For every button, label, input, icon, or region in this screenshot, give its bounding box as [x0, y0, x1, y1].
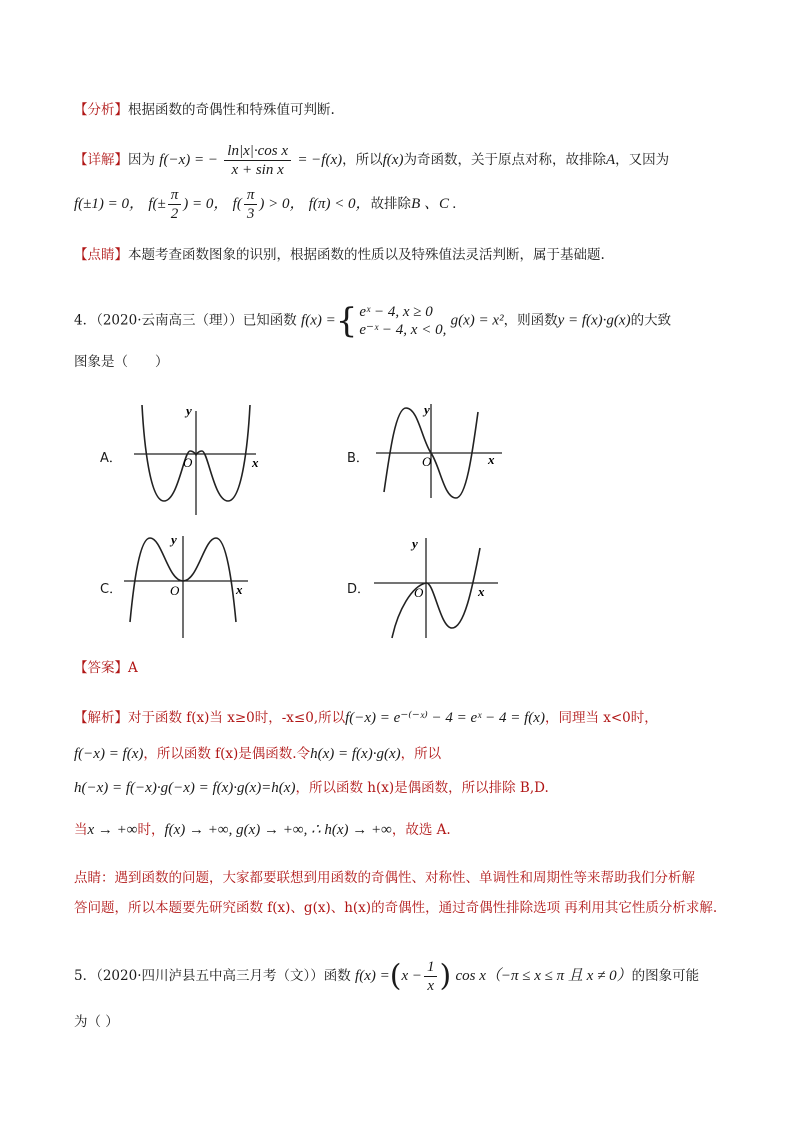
axis-x-label: x [236, 582, 243, 597]
option-d-label[interactable]: D． [347, 582, 371, 597]
q5-cos: cos x [455, 968, 486, 984]
solution-l3m: h(−x) = f(−x)·g(−x) = f(x)·g(x)=h(x) [74, 780, 296, 796]
solution-line-2 [74, 744, 441, 764]
q5-lead: 5．（2020·四川泸县五中高三月考（文））函数 [74, 968, 351, 984]
detail-two: 2 [170, 206, 179, 222]
detail-lhs: f(−x) = − [159, 152, 218, 168]
axis-y-label: y [412, 536, 418, 551]
comment1-line [74, 245, 605, 265]
comment1-tag: 【点睛】 [74, 247, 128, 263]
solution-line-3 [74, 778, 549, 798]
solution-l3a: ，所以函数 h(x)是偶函数，所以排除 B,D. [295, 780, 549, 796]
solution-l2a: ，所以函数 f(x)是偶函数.令 [143, 746, 311, 762]
q4-case1: eˣ − 4, x ≥ 0 [359, 304, 433, 320]
origin-label: O [183, 455, 193, 470]
q4-lead: 4．（2020·云南高三（理））已知函数 [74, 312, 297, 329]
q5-fraction [424, 958, 438, 995]
detail-l2c1: f( [232, 196, 242, 212]
q4-fx: f(x) = [301, 312, 336, 329]
comment1-text: 本题考查函数图象的识别，根据函数的性质以及特殊值法灵活判断，属于基础题. [128, 247, 605, 263]
axis-x-label: x [252, 455, 259, 470]
q5-close-paren: ) [439, 958, 452, 994]
analysis-tag: 【分析】 [74, 102, 128, 118]
q5-x: x − [401, 968, 422, 984]
q5-fx: f(x) = [355, 968, 390, 984]
answer-value: A [128, 660, 138, 676]
detail-tail: 为奇函数，关于原点对称，故排除 [403, 152, 606, 168]
detail-fraction [224, 142, 291, 179]
detail-l2b2: ) = 0， [183, 196, 229, 212]
detail-pi-num-2: π [244, 186, 258, 205]
axis-y-label: y [171, 532, 177, 547]
q4-tail: 的大致 [630, 312, 672, 329]
detail-l2c2: ) > 0， [259, 196, 305, 212]
detail-fx: f(x) [382, 152, 404, 168]
detail-pi-num: π [168, 186, 182, 205]
detail-l2a: f(±1) = 0， [74, 196, 145, 212]
detail-tag: 【详解】 [74, 152, 128, 168]
axis-y-label: y [424, 402, 430, 417]
answer-tag: 【答案】 [74, 660, 128, 676]
detail-pi-third [244, 186, 258, 223]
solution-l4m2: f(x) → +∞, g(x) → +∞, ∴ h(x) → +∞ [164, 822, 392, 838]
option-c-label[interactable]: C． [100, 582, 123, 597]
solution-line-4 [74, 820, 451, 840]
graph-option-b [372, 400, 532, 500]
analysis-text: 根据函数的奇偶性和特殊值可判断. [128, 102, 335, 118]
detail-BC: B 、C . [411, 196, 457, 212]
detail-l2e: 故排除 [370, 196, 412, 212]
detail-lead: 因为 [128, 152, 155, 168]
q5-xden: x [427, 978, 435, 994]
detail-den: x + sin x [231, 162, 284, 178]
q4-then: ，则函数 [503, 312, 558, 329]
graph-option-d [372, 530, 512, 640]
q4-y: y = f(x)·g(x) [557, 312, 631, 329]
detail-l2d: f(π) < 0， [308, 196, 371, 212]
detail-line-1 [74, 142, 669, 179]
solution-l2m2: h(x) = f(x)·g(x) [310, 746, 401, 762]
origin-label: O [170, 583, 180, 598]
q5-tail: 的图象可能 [631, 968, 700, 984]
solution-l4b: 时， [137, 822, 165, 838]
origin-label: O [422, 454, 432, 469]
solution-l2m: f(−x) = f(x) [74, 746, 144, 762]
q5-range: （−π ≤ x ≤ π 且 x ≠ 0） [485, 968, 632, 984]
solution-l4m: x → +∞ [87, 822, 138, 838]
axis-x-label: x [478, 584, 485, 599]
q4-case2: e⁻ˣ − 4, x < 0, [359, 322, 447, 338]
graph-option-c [120, 530, 260, 640]
q5-line2-text: 为（ ） [74, 1014, 119, 1030]
solution-l2b: ，所以 [400, 746, 442, 762]
solution-l4a: 当 [74, 822, 88, 838]
q4-brace: { [335, 301, 358, 341]
q4-gx: g(x) = x² [450, 312, 504, 329]
q4-cases [359, 303, 446, 339]
option-a-label[interactable]: A． [100, 451, 122, 466]
detail-line-2 [74, 186, 456, 223]
detail-l2b1: f(± [148, 196, 166, 212]
q5-line-2 [74, 1012, 119, 1032]
detail-num: ln|x|·cos x [224, 142, 291, 161]
comment2-line-2: 答问题，所以本题要先研究函数 f(x)、g(x)、h(x)的奇偶性，通过奇偶性排除选项 再利用其它性质分析求解. [74, 900, 718, 916]
axis-y-label: y [186, 403, 192, 418]
q5-one: 1 [424, 958, 438, 977]
detail-three: 3 [246, 206, 255, 222]
detail-mid: ，所以 [342, 152, 383, 168]
graph-option-a [128, 403, 268, 518]
curve [392, 548, 480, 638]
axis-x-label: x [488, 452, 495, 467]
detail-A: A [605, 152, 616, 168]
answer-line [74, 658, 138, 678]
solution-l1b: ，同理当 x<0时， [544, 710, 658, 726]
q5-line-1 [74, 958, 699, 995]
solution-l1a: 对于函数 f(x)当 x≥0时，-x≤0,所以 [128, 710, 346, 726]
detail-rhs: = −f(x) [297, 152, 343, 168]
q4-line-1 [74, 303, 671, 339]
origin-label: O [414, 585, 424, 600]
solution-l1m: f(−x) = e⁻⁽⁻ˣ⁾ − 4 = eˣ − 4 = f(x) [345, 710, 545, 726]
option-b-label[interactable]: B． [347, 451, 369, 466]
solution-tag: 【解析】 [74, 710, 128, 726]
analysis-line [74, 100, 335, 120]
q4-line2-text: 图象是（ ） [74, 354, 169, 370]
comment2-line-1: 点睛：遇到函数的问题，大家都要联想到用函数的奇偶性、对称性、单调性和周期性等来帮助我们分析解 [74, 870, 695, 886]
solution-line-1 [74, 708, 658, 728]
solution-l4c: ，故选 A. [391, 822, 451, 838]
q4-line-2 [74, 352, 169, 372]
q5-open-paren: ( [389, 958, 402, 994]
detail-pi-half [168, 186, 182, 223]
detail-tail2: ，又因为 [615, 152, 670, 168]
